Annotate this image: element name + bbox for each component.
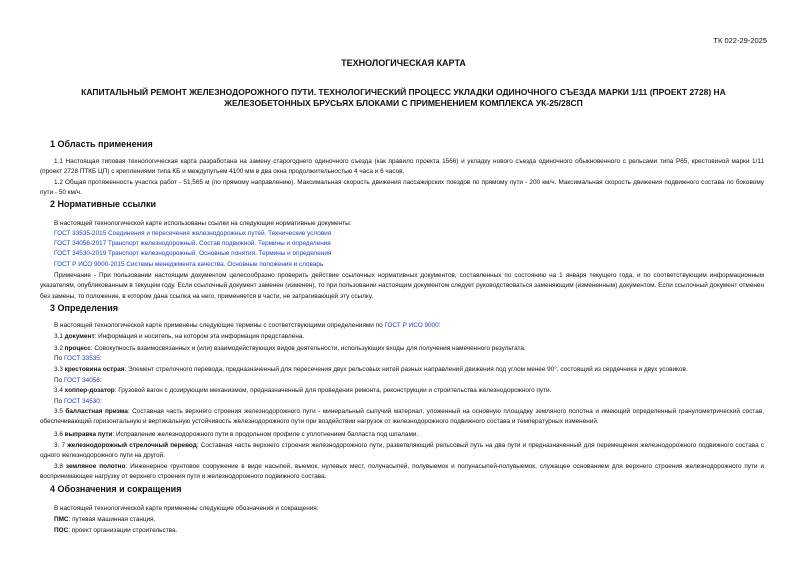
- abbreviation-pms: ПМС: путевая машинная станция.: [54, 516, 156, 523]
- definition-3-3: 3.3 крестовина острая: Элемент стрелочного перевода, предназначенный для пересечения двух рельсовых нитей разных направлений движения под углом менее 90°, состоящий из сердечника и двух усовиков.: [54, 366, 688, 373]
- definition-3-2-source: По ГОСТ 33535:: [54, 355, 102, 362]
- section-1-heading: 1 Область применения: [50, 139, 153, 149]
- reference-link-gost-33535-short[interactable]: ГОСТ 33535: [63, 355, 100, 362]
- section-2-note: Примечание - При пользовании настоящим документом целесообразно проверить действие ссылочных нормативных документов, составленных по состоянию на 1 января текущего года, и по соответствующим информационным указателям, опубликованным в текущем году. Если ссылочный документ заменен (изменен), то при пользовании настоящим документом следует руководствоваться заменяющим (измененным) документом. Если ссылочный документ отменен без замены, то положение, в котором дана ссылка на него, применяется в части, не затрагивающей эту ссылку.: [40, 272, 764, 300]
- reference-link-gost-33535[interactable]: ГОСТ 33535-2015 Соединения и пересечения железнодорожных путей. Технические условия: [54, 230, 332, 237]
- definition-3-7: 3. 7 железнодорожный стрелочный перевод: Составная часть верхнего строения железнодорожного пути, разветвляющий рельсовый путь на два пути и предназначенный для перемещения железнодорожного подвижного состава с одного железнодорожного пути на другой.: [40, 442, 764, 460]
- definition-3-4: 3.4 хоппер-дозатор: Грузовой вагон с дозирующим механизмом, предназначенный для проведения ремонта, реконструкции и строительства железнодорожного пути.: [54, 387, 552, 394]
- definition-3-4-source: По ГОСТ 34530:: [54, 398, 102, 405]
- definition-3-1: 3.1 документ: Информация и носитель, на котором эта информация представлена.: [54, 333, 305, 340]
- section-3-intro: В настоящей технологической карте применены следующие термины с соответствующими определениями по ГОСТ Р ИСО 9000:: [54, 322, 441, 329]
- section-1-paragraph-2: 1.2 Общая протяженность участка работ - 51,565 м (по прямому направлению). Максимальная скорость движения пассажирских поездов по прямому пути - 200 км/ч. Максимальная скорость движения подвижного состава по боковому пути - 50 км/ч.: [40, 179, 764, 197]
- definition-3-2: 3.2 процесс: Совокупность взаимосвязанных и (или) взаимодействующих видов деятельности, использующих входы для получения намеченного результата.: [54, 345, 526, 352]
- definition-3-3-source: По ГОСТ 34056:: [54, 377, 102, 384]
- section-1-paragraph-1: 1.1 Настоящая типовая технологическая карта разработана на замену старогоднего одиночного съезда (как правило проекта 1566) и укладку нового съезда одиночного обыкновенного с рельсами типа Р65, крестовиной марки 1/11 (проект 2728 ПТКБ ЦП) с креплениями типа КБ и междупутьем 4100 мм в два окна продолжительностью 4 часа и 6 часов.: [40, 158, 764, 176]
- document-code: ТК 022-29-2025: [713, 36, 767, 45]
- reference-link-gost-34530[interactable]: ГОСТ 34530-2019 Транспорт железнодорожный. Основные понятия. Термины и определения: [54, 250, 332, 257]
- reference-link-iso-9000[interactable]: ГОСТ Р ИСО 9000: [384, 322, 439, 329]
- section-2-intro: В настоящей технологической карте использованы ссылки на следующие нормативные документы:: [54, 220, 352, 227]
- document-title: КАПИТАЛЬНЫЙ РЕМОНТ ЖЕЛЕЗНОДОРОЖНОГО ПУТИ. ТЕХНОЛОГИЧЕСКИЙ ПРОЦЕСС УКЛАДКИ ОДИНОЧНОГО СЪЕЗДА МАРКИ 1/11 (ПРОЕКТ 2728) НА ЖЕЛЕЗОБЕТОННЫХ БРУСЬЯХ БЛОКАМИ С ПРИМЕНЕНИЕМ КОМПЛЕКСА УК-25/28СП: [81, 87, 726, 108]
- document-type: ТЕХНОЛОГИЧЕСКАЯ КАРТА: [341, 58, 466, 68]
- definition-3-8: 3.8 земляное полотно: Инженерное грунтовое сооружение в виде насыпей, выемок, нулевых мест, полунасыпей, полувыемок и полунасыпей-полувыемок, служащее основанием для верхнего строения железнодорожного пути и воспринимающее нагрузку от верхнего строения пути и железнодорожного подвижного состава.: [40, 463, 765, 481]
- abbreviation-pos: ПОС: проект организации строительства.: [54, 527, 178, 534]
- reference-link-gost-34056-short[interactable]: ГОСТ 34056: [63, 377, 100, 384]
- reference-link-gost-iso-9000[interactable]: ГОСТ Р ИСО 9000-2015 Системы менеджмента качества. Основные положения и словарь: [54, 261, 324, 268]
- section-4-intro: В настоящей технологической карте применены следующие обозначения и сокращения:: [54, 505, 319, 512]
- definition-3-5: 3.5 балластная призма: Составная часть верхнего строения железнодорожного пути - минеральный сыпучий материал, уложенный на основную площадку земляного полотна и имеющий определенный гранулометрический состав, обеспечивающий горизонтальную и вертикальную устойчивость железнодорожного пути при воздействии нагрузок от железнодорожного подвижного состава и температурных изменений.: [40, 408, 765, 426]
- section-4-heading: 4 Обозначения и сокращения: [50, 484, 182, 494]
- definition-3-6: 3.6 выправка пути: Исправление железнодорожного пути в продольном профиле с уплотнением балласта под шпалами.: [54, 431, 419, 438]
- section-2-heading: 2 Нормативные ссылки: [50, 199, 156, 209]
- reference-link-gost-34530-short[interactable]: ГОСТ 34530: [63, 398, 100, 405]
- reference-link-gost-34056[interactable]: ГОСТ 34056-2017 Транспорт железнодорожный. Состав подвижной. Термины и определения: [54, 240, 331, 247]
- section-3-heading: 3 Определения: [50, 303, 118, 313]
